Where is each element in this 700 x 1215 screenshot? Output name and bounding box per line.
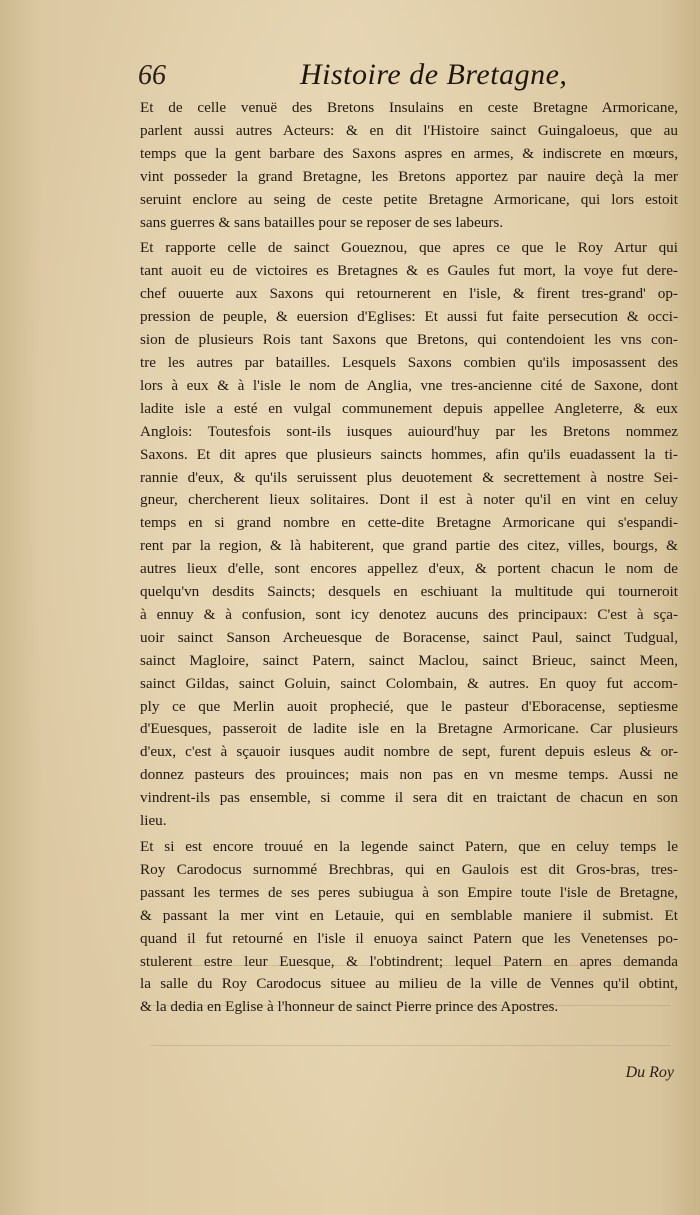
- text-line: la salle du Roy Carodocus situee au milieu de la ville de Vennes qu'il obtint,: [140, 975, 678, 993]
- text-line: quand il fut retourné en l'isle il enuoya sainct Patern que les Venetenses po-: [140, 929, 678, 947]
- running-title: Histoire de Bretagne,: [300, 58, 568, 91]
- text-line: lors à eux & à l'isle le nom de Anglia, vne tres-ancienne cité de Saxone, dont: [140, 376, 678, 394]
- text-line: vindrent-ils pas ensemble, si comme il sera dit en traictant de chacun en son: [140, 789, 678, 807]
- text-line: sainct Gildas, sainct Goluin, sainct Colombain, & autres. En quoy fut accom-: [140, 674, 678, 692]
- text-line: rannie d'eux, & qu'ils seruissent plus deuotement & secrettement à nostre Sei-: [140, 468, 678, 486]
- text-line: sans guerres & sans batailles pour se reposer de ses labeurs.: [140, 213, 504, 231]
- text-line: stulerent estre leur Euesque, & l'obtindrent; lequel Patern en apres demanda: [140, 952, 678, 970]
- text-line: chef ouuerte aux Saxons qui retournerent en l'isle, & firent tres-grand' op-: [140, 285, 678, 303]
- text-line: & passant la mer vint en Letauie, qui en semblable maniere il submist. Et: [140, 906, 678, 924]
- text-line: Roy Carodocus surnommé Brechbras, qui en Gaulois est dit Gros-bras, tres-: [140, 860, 678, 878]
- page-header: [138, 60, 658, 100]
- text-line: lieu.: [140, 812, 167, 830]
- text-line: tre les autres par batailles. Lesquels Saxons combien qu'ils imposassent des: [140, 353, 678, 371]
- bleed-through-texture: [150, 945, 670, 1055]
- text-line: ladite isle a esté en vulgal communement depuis appellee Angleterre, & eux: [140, 399, 678, 417]
- text-line: donnez pasteurs des prouinces; mais non pas en vn mesme temps. Aussi ne: [140, 766, 678, 784]
- text-line: Et si est encore trouué en la legende sainct Patern, que en celuy temps le: [140, 838, 678, 855]
- text-line: ply ce que Merlin auoit prophecié, que le pasteur d'Eboracense, septiesme: [140, 697, 678, 715]
- text-line: seruint enclore au seing de ceste petite Bretagne Armoricane, qui lors estoit: [140, 190, 678, 208]
- text-line: passant les termes de ses peres subiugua à son Empire toute l'isle de Bretagne,: [140, 883, 678, 901]
- text-line: parlent aussi autres Acteurs: & en dit l'Histoire sainct Guingaloeus, que au: [140, 121, 678, 139]
- text-line: Et rapporte celle de sainct Goueznou, que apres ce que le Roy Artur qui: [140, 239, 678, 257]
- text-line: pression de peuple, & euersion d'Eglises: Et aussi fut faite persecution & occi-: [140, 308, 678, 326]
- text-line: Anglois: Toutesfois sont-ils iusques auiourd'huy par les Bretons nommez: [140, 422, 678, 440]
- text-line: Et de celle venuë des Bretons Insulains en ceste Bretagne Armoricane,: [140, 99, 678, 116]
- text-line: vint posseder la grand Bretagne, les Bretons apportez par nauire deçà la mer: [140, 167, 678, 185]
- text-line: sainct Magloire, sainct Patern, sainct Maclou, sainct Brieuc, sainct Meen,: [140, 651, 678, 669]
- text-line: uoir sainct Sanson Archeuesque de Boracense, sainct Paul, sainct Tudgual,: [140, 628, 678, 646]
- text-line: Saxons. Et dit apres que plusieurs saincts hommes, afin qu'ils euadassent la ti-: [140, 445, 678, 463]
- text-line: temps en si grand nombre en cette-dite Bretagne Armoricane qui s'espandi-: [140, 514, 678, 532]
- text-line: à ennuy & à confusion, sont icy denotez aucuns des principaux: C'est à sça-: [140, 605, 678, 623]
- text-line: rent par la region, & là habiterent, que grand partie des citez, villes, bourgs, &: [140, 537, 678, 555]
- page-number: 66: [138, 60, 166, 91]
- text-line: d'Euesques, passeroit de ladite isle en la Bretagne Armoricane. Car plusieurs: [140, 720, 678, 738]
- paragraph: [140, 237, 678, 833]
- text-line: tant auoit eu de victoires es Bretagnes & es Gaules fut mort, la voye fut dere-: [140, 262, 678, 280]
- text-line: autres lieux d'elle, sont encores appellez d'eux, & portent chacun le nom de: [140, 560, 678, 578]
- text-line: & la dedia en Eglise à l'honneur de sainct Pierre prince des Apostres.: [140, 998, 559, 1016]
- text-line: gneur, chercherent lieux solitaires. Dont il est à noter qu'il en vint en celuy: [140, 491, 678, 509]
- text-line: sion de plusieurs Rois tant Saxons que Bretons, qui contendoient les vns con-: [140, 331, 678, 349]
- catchword: Du Roy: [625, 1064, 674, 1081]
- text-line: d'eux, c'est à sçauoir iusques audit nombre de sept, furent depuis esleus & or-: [140, 743, 678, 761]
- paragraph: [140, 97, 678, 234]
- text-line: temps que la gent barbare des Saxons aspres en armes, & indiscrete en mœurs,: [140, 144, 678, 162]
- text-line: quelqu'vn desdits Saincts; desquels en eschiuant la multitude qui tourneroit: [140, 583, 678, 601]
- body-text: [140, 97, 678, 1019]
